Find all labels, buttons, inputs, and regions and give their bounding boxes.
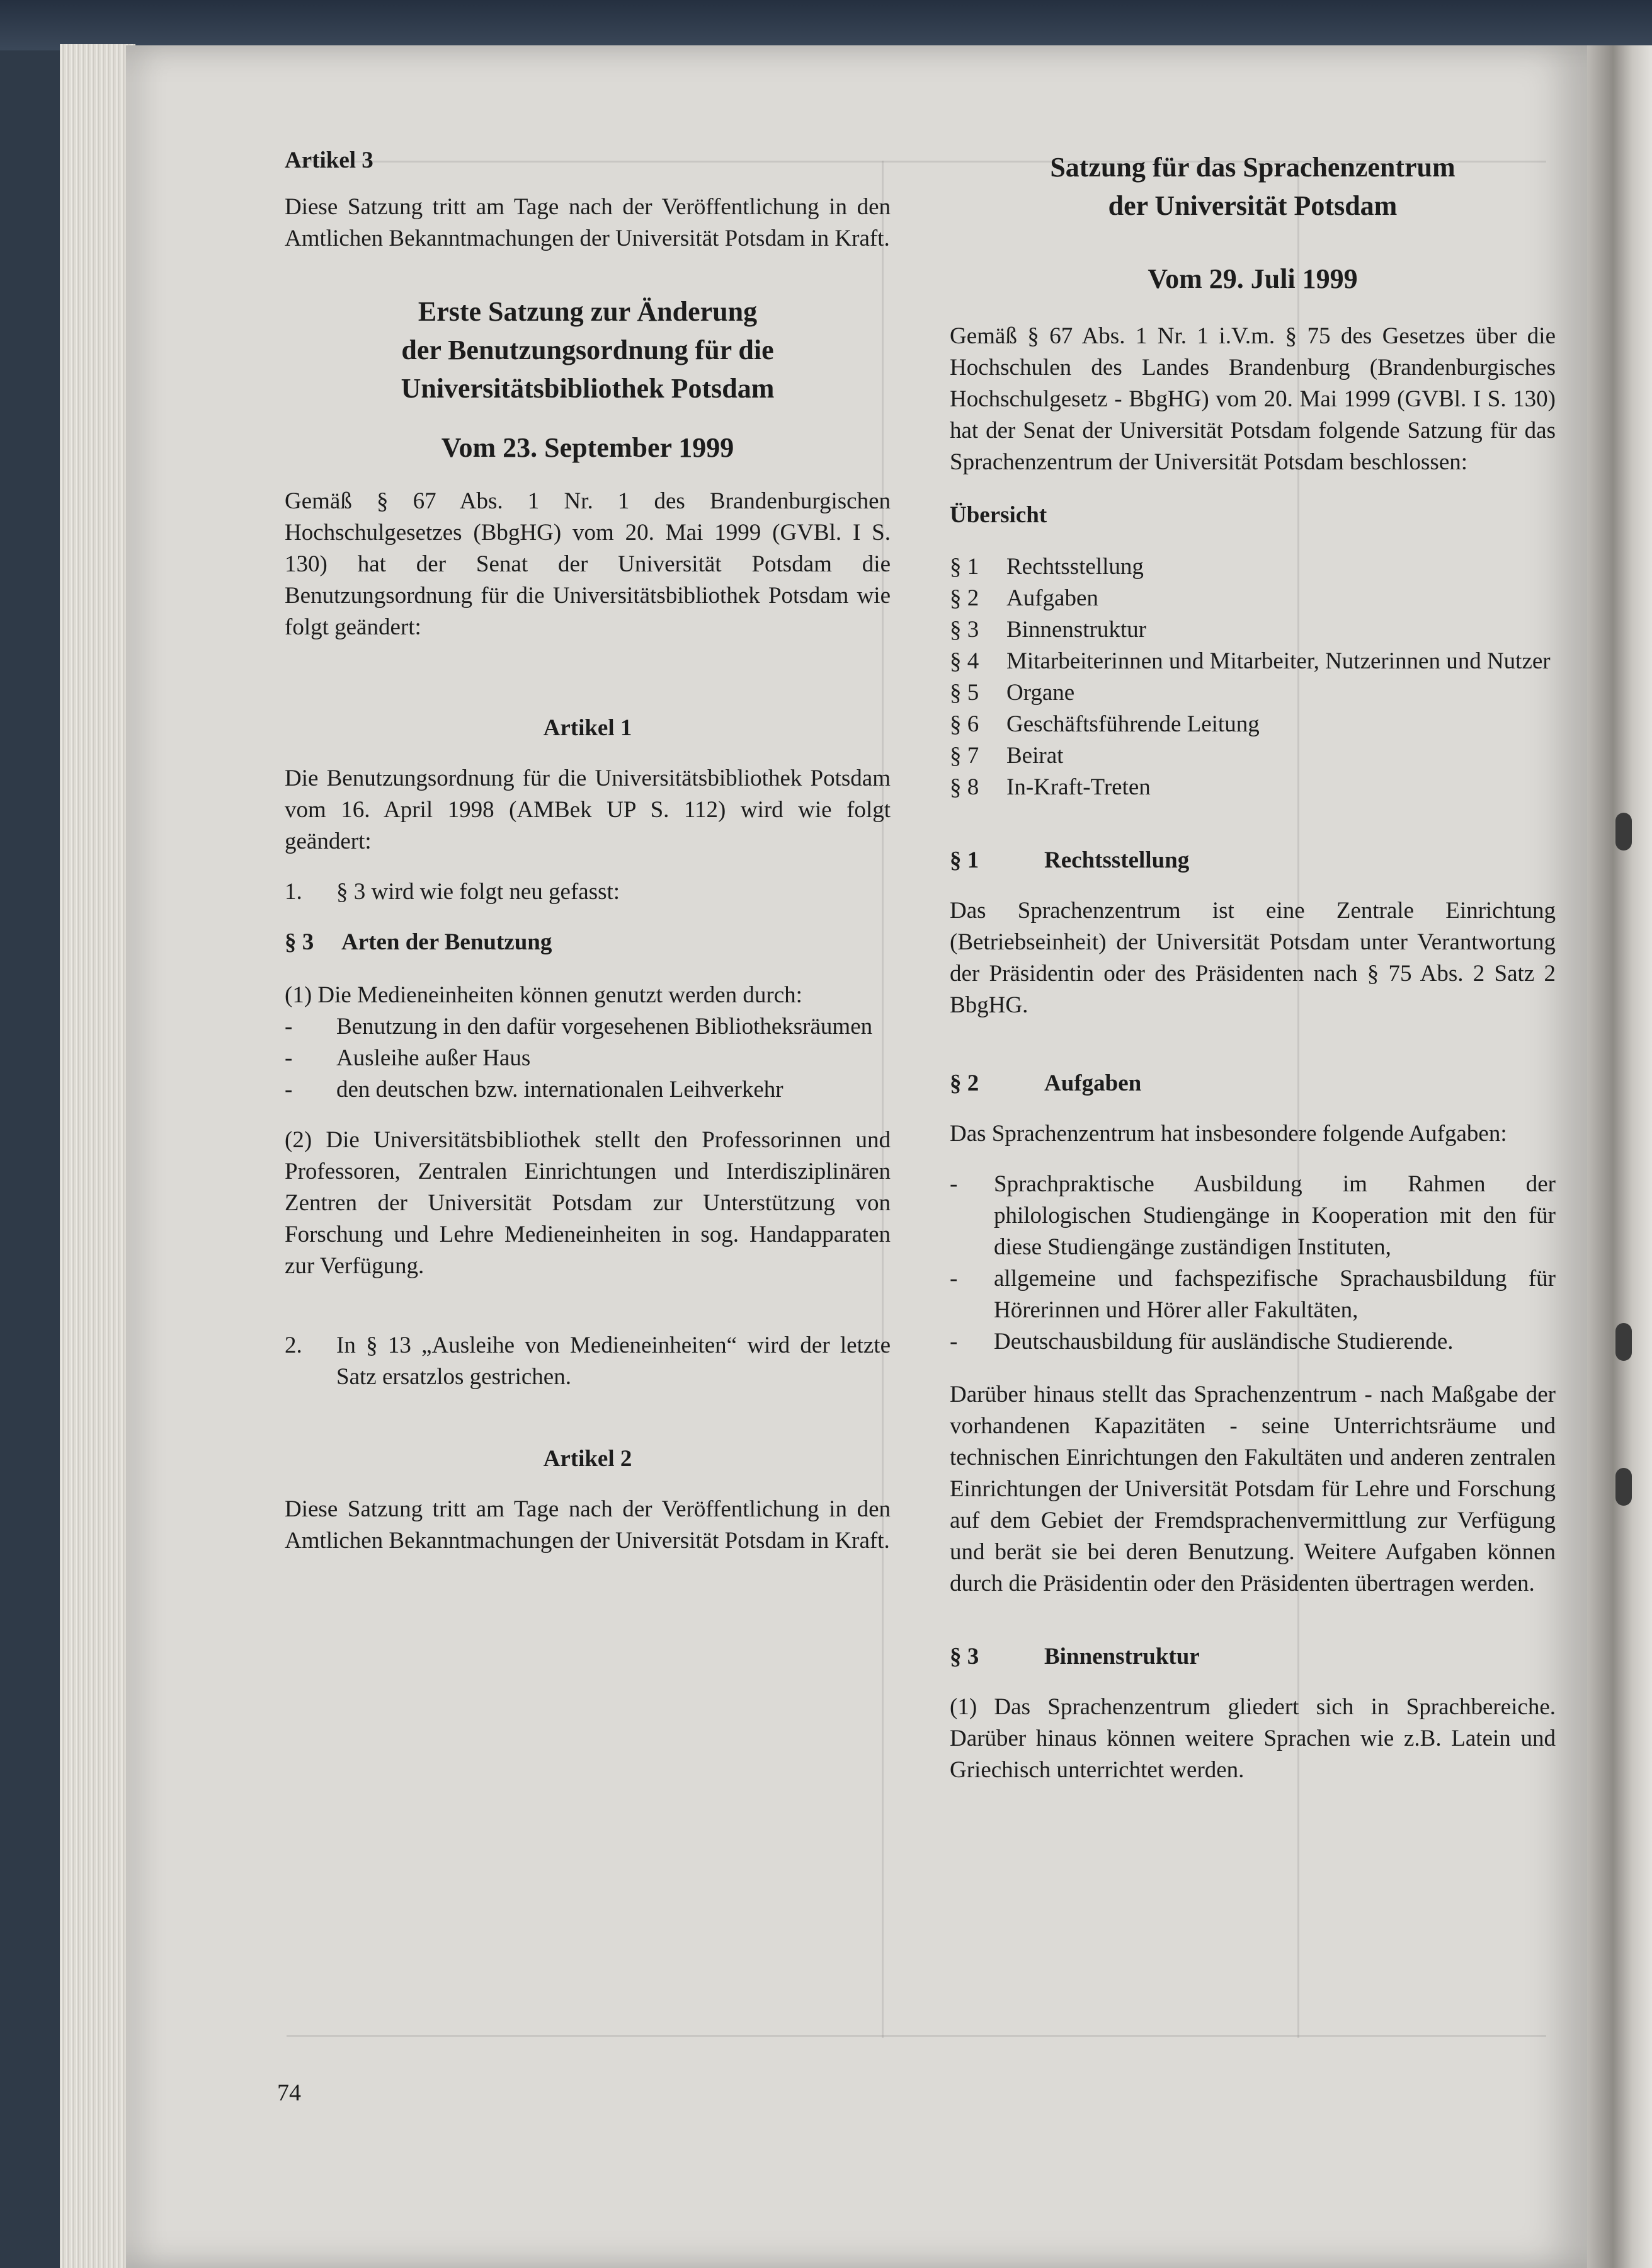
- toc-item-number: § 3: [950, 617, 979, 643]
- left-title-line3: Universitätsbibliothek Potsdam: [401, 373, 775, 404]
- amendment-item-2-number: 2.: [285, 1332, 302, 1358]
- list-item: [285, 1074, 891, 1106]
- list-item-text: Ausleihe außer Haus: [336, 1045, 531, 1071]
- right-section-2-heading: [950, 1068, 1556, 1099]
- amendment-item-1-number: 1.: [285, 879, 302, 905]
- list-item-text: Sprachpraktische Ausbildung im Rahmen der philologischen Studiengänge in Kooperation mit den für diese Studiengänge zuständigen Instituten,: [994, 1171, 1556, 1260]
- toc-item-number: § 5: [950, 680, 979, 706]
- binding-mark: [1615, 1468, 1632, 1506]
- artikel3-heading: Artikel 3: [285, 147, 373, 173]
- right-section-1-text: Das Sprachenzentrum ist eine Zentrale Einrichtung (Betriebseinheit) der Universität Potsdam unter Verantwortung der Präsidentin oder des Präsidenten nach § 75 Abs. 2 Satz 2 BbgHG.: [950, 898, 1556, 1018]
- toc-item-number: § 8: [950, 774, 979, 800]
- artikel2-heading: Artikel 2: [543, 1446, 632, 1472]
- right-section-2-number: § 2: [950, 1070, 979, 1096]
- list-item-text: den deutschen bzw. internationalen Leihverkehr: [336, 1077, 783, 1102]
- abs2-text: (2) Die Universitätsbibliothek stellt den Professorinnen und Professoren, Zentralen Einrichtungen und Interdisziplinären Zentren der Universität Potsdam zur Unterstützung von Forschung und Lehre Medieneinheiten in sog. Handapparaten zur Verfügung.: [285, 1127, 891, 1279]
- toc-item: [950, 614, 1556, 646]
- amendment-item-1: [285, 876, 891, 908]
- right-document-title: [950, 148, 1556, 225]
- list-item: [285, 1011, 891, 1043]
- amendment-item-2-text: In § 13 „Ausleihe von Medieneinheiten“ wird der letzte Satz ersatzlos gestrichen.: [336, 1332, 891, 1390]
- left-title-line1: Erste Satzung zur Änderung: [418, 296, 758, 327]
- right-date-title: Vom 29. Juli 1999: [1148, 263, 1358, 294]
- left-document-title: [285, 292, 891, 408]
- right-title-line2: der Universität Potsdam: [1108, 190, 1398, 221]
- page-stack-edge: [60, 44, 135, 2268]
- toc-item-number: § 4: [950, 648, 979, 674]
- list-item: [950, 1169, 1556, 1263]
- toc-item: [950, 677, 1556, 709]
- left-section-3-heading: [285, 927, 891, 958]
- binding-mark: [1615, 813, 1632, 850]
- left-section-3-title: Arten der Benutzung: [341, 929, 552, 955]
- toc-item-title: Geschäftsführende Leitung: [1006, 711, 1260, 737]
- toc-item-title: Binnenstruktur: [1006, 617, 1146, 643]
- right-section-1-title: Rechtsstellung: [1044, 847, 1190, 873]
- toc-item: [950, 646, 1556, 677]
- tasks-list: [950, 1169, 1556, 1358]
- artikel2-text: Diese Satzung tritt am Tage nach der Veröffentlichung in den Amtlichen Bekanntmachungen der Universität Potsdam in Kraft.: [285, 1496, 891, 1554]
- list-item-text: allgemeine und fachspezifische Sprachausbildung für Hörerinnen und Hörer aller Fakultäten,: [994, 1266, 1556, 1323]
- table-of-contents: [950, 551, 1556, 803]
- right-column: [950, 148, 1556, 1786]
- list-bullet: -: [950, 1329, 958, 1354]
- toc-item: [950, 709, 1556, 740]
- toc-item-number: § 1: [950, 554, 979, 580]
- toc-item: [950, 583, 1556, 614]
- right-section-3-text: (1) Das Sprachenzentrum gliedert sich in Sprachbereiche. Darüber hinaus können weitere Sprachen wie z.B. Latein und Griechisch unterrichtet werden.: [950, 1694, 1556, 1783]
- artikel3-text: Diese Satzung tritt am Tage nach der Veröffentlichung in den Amtlichen Bekanntmachungen der Universität Potsdam in Kraft.: [285, 194, 891, 251]
- toc-item-title: Beirat: [1006, 743, 1064, 769]
- left-intro: Gemäß § 67 Abs. 1 Nr. 1 des Brandenburgischen Hochschulgesetzes (BbgHG) vom 20. Mai 1999 (GVBl. I S. 130) hat der Senat der Universität Potsdam die Benutzungsordnung für die Universitätsbibliothek Potsdam wie folgt geändert:: [285, 488, 891, 640]
- artikel1-heading: Artikel 1: [543, 715, 632, 741]
- left-date-title: Vom 23. September 1999: [441, 432, 734, 463]
- list-bullet: -: [950, 1266, 958, 1292]
- right-section-1-heading: [950, 845, 1556, 876]
- page-number: 74: [277, 2080, 301, 2106]
- left-title-line2: der Benutzungsordnung für die: [401, 335, 774, 365]
- artikel1-text: Die Benutzungsordnung für die Universitätsbibliothek Potsdam vom 16. April 1998 (AMBek UP S. 112) wird wie folgt geändert:: [285, 765, 891, 854]
- list-bullet: -: [285, 1014, 293, 1040]
- binding-mark: [1615, 1323, 1632, 1361]
- toc-item: [950, 551, 1556, 583]
- right-section-3-title: Binnenstruktur: [1044, 1644, 1200, 1670]
- book-cover-edge: [0, 0, 1652, 50]
- list-item: [950, 1326, 1556, 1358]
- left-section-3-number: § 3: [285, 929, 314, 955]
- toc-item-number: § 2: [950, 585, 979, 611]
- abs1-intro: (1) Die Medieneinheiten können genutzt werden durch:: [285, 982, 802, 1008]
- right-section-3-number: § 3: [950, 1644, 979, 1670]
- right-section-2-text: Darüber hinaus stellt das Sprachenzentrum - nach Maßgabe der vorhandenen Kapazitäten - seine Unterrichtsräume und technischen Einrichtungen den Fakultäten und anderen zentralen Einrichtungen der Universität Potsdam für Lehre und Forschung auf dem Gebiet der Fremdsprachenvermittlung zur Verfügung und berät sie bei deren Benutzung. Weitere Aufgaben können durch die Präsidentin oder den Präsidenten übertragen werden.: [950, 1382, 1556, 1596]
- list-bullet: -: [285, 1045, 293, 1071]
- amendment-item-1-text: § 3 wird wie folgt neu gefasst:: [336, 879, 620, 905]
- toc-item-number: § 7: [950, 743, 979, 769]
- list-item: [285, 1043, 891, 1074]
- toc-item-title: Aufgaben: [1006, 585, 1098, 611]
- list-bullet: -: [950, 1171, 958, 1197]
- right-section-2-intro: Das Sprachenzentrum hat insbesondere folgende Aufgaben:: [950, 1121, 1507, 1147]
- toc-item-number: § 6: [950, 711, 979, 737]
- show-through-line: [287, 2035, 1546, 2037]
- right-section-2-title: Aufgaben: [1044, 1070, 1142, 1096]
- list-item: [950, 1263, 1556, 1326]
- toc-item-title: In-Kraft-Treten: [1006, 774, 1151, 800]
- amendment-item-2: [285, 1330, 891, 1393]
- left-column: [285, 145, 891, 1557]
- toc-item-title: Rechtsstellung: [1006, 554, 1144, 580]
- toc-item: [950, 772, 1556, 803]
- list-bullet: -: [285, 1077, 293, 1102]
- book-gutter: [1587, 45, 1652, 2268]
- right-section-3-heading: [950, 1641, 1556, 1673]
- toc-item: [950, 740, 1556, 772]
- toc-item-title: Organe: [1006, 680, 1075, 706]
- right-title-line1: Satzung für das Sprachenzentrum: [1050, 152, 1455, 183]
- list-item-text: Deutschausbildung für ausländische Studierende.: [994, 1329, 1454, 1354]
- overview-heading: Übersicht: [950, 502, 1047, 528]
- list-item-text: Benutzung in den dafür vorgesehenen Bibliotheksräumen: [336, 1014, 873, 1040]
- right-section-1-number: § 1: [950, 847, 979, 873]
- toc-item-title: Mitarbeiterinnen und Mitarbeiter, Nutzerinnen und Nutzer: [1006, 648, 1551, 674]
- right-intro: Gemäß § 67 Abs. 1 Nr. 1 i.V.m. § 75 des Gesetzes über die Hochschulen des Landes Brandenburg (Brandenburgisches Hochschulgesetz - BbgHG) vom 20. Mai 1999 (GVBl. I S. 130) hat der Senat der Universität Potsdam folgende Satzung für das Sprachenzentrum der Universität Potsdam beschlossen:: [950, 323, 1556, 475]
